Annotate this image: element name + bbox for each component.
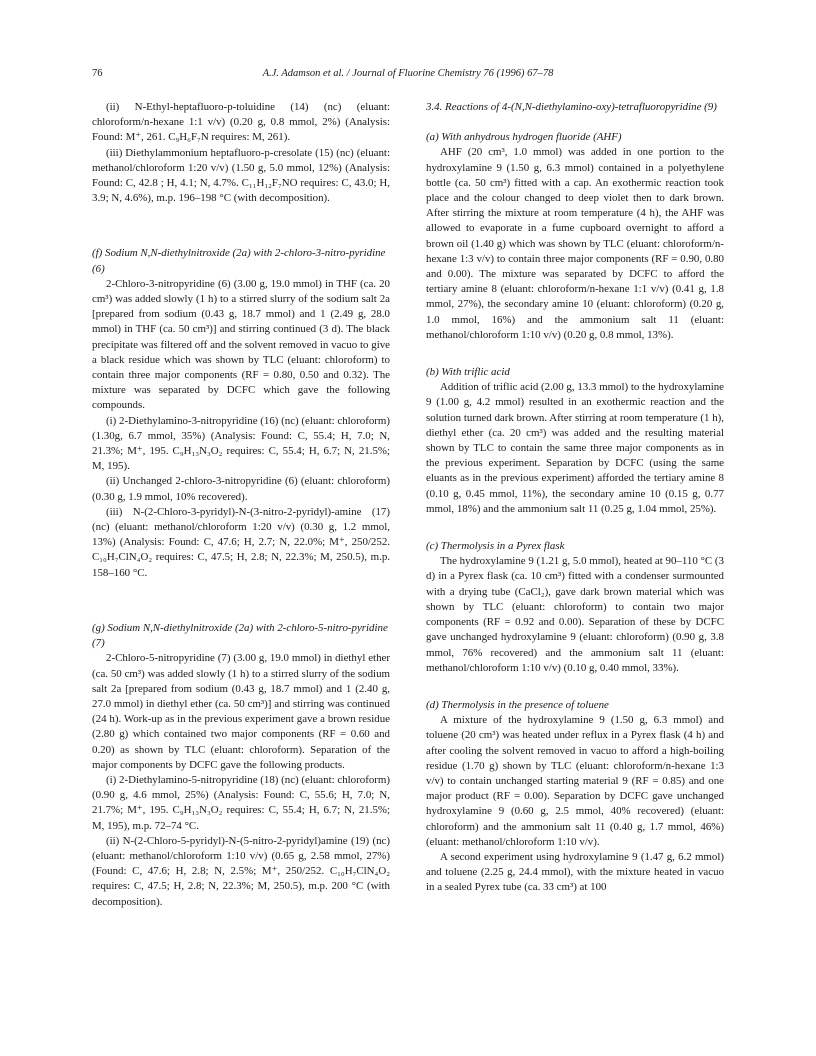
section-heading: (g) Sodium N,N-diethylnitroxide (2a) with 2-chloro-5-nitro-pyridine (7) <box>92 621 388 650</box>
page-number: 76 <box>92 68 103 79</box>
paragraph: Addition of triflic acid (2.00 g, 13.3 mmol) to the hydroxylamine 9 (1.00 g, 4.2 mmol) resulted in an exothermic reaction and the solution turned dark brown. After stirring at room temperature (1 h), diethyl ether (ca. 20 cm³) was added and the resulting material shown by TLC to contain the same three major components as in the previous experiment. Separation by DCFC (using the same eluants as in the previous experiment) afforded the tertiary amine 8 (0.10 g, 0.45 mmol, 11%), the secondary amine 10 (0.15 g, 0.77 mmol, 18%) and the ammonium salt 11 (0.25 g, 1.04 mmol, 25%). <box>426 381 725 515</box>
paragraph: (iii) N-(2-Chloro-3-pyridyl)-N-(3-nitro-2-pyridyl)-amine (17) (nc) (eluant: methanol/chloroform 1:20 v/v) (0.30 g, 1.2 mmol, 13%) (Analysis: Found: C, 47.6; H, 2.7; N, 22.0%; M⁺, 250/252. C₁₀H₇ClN₄O₂ requires: C, 47.5; H, 2.8; N, 22.3%; M, 250.5), m.p. 158–160 °C. <box>92 505 390 579</box>
paragraph: (ii) N-Ethyl-heptafluoro-p-toluidine (14) (nc) (eluant: chloroform/n-hexane 1:1 v/v) (0.20 g, 0.8 mmol, 2%) (Analysis: Found: M⁺, 261. C₉H₆F₇N requires: M, 261). <box>92 101 390 144</box>
subsection-heading: (b) With triflic acid <box>426 366 510 379</box>
paragraph: A second experiment using hydroxylamine 9 (1.47 g, 6.2 mmol) and toluene (2.25 g, 24.4 mmol), with the mixture heated in vacuo in a sealed Pyrex tube (ca. 33 cm³) at 100 <box>426 850 724 894</box>
left-column <box>92 100 390 910</box>
paragraph: 2-Chloro-3-nitropyridine (6) (3.00 g, 19.0 mmol) in THF (ca. 20 cm³) was added slowly (1 h) to a stirred slurry of the sodium salt 2a [prepared from sodium (0.43 g, 18.7 mmol) and 1 (2.49 g, 28.0 mmol) in THF (ca. 50 cm³)] and stirring continued (3 d). The black precipitate was filtered off and the solvent removed in vacuo to give a black residue which was shown by TLC (eluant: chloroform) to contain three major components (RF = 0.80, 0.50 and 0.32). The mixture was separated by DCFC which gave the following compounds. <box>92 277 390 412</box>
paragraph: (iii) Diethylammonium heptafluoro-p-cresolate (15) (nc) (eluant: methanol/chloroform 1:20 v/v) (1.50 g, 5.0 mmol, 12%) (Analysis: Found: C, 42.8 ; H, 4.1; N, 4.7%. C₁₁H₁₂F₇NO requires: C, 43.0; H, 3.9; N, 4.6%), m.p. 196–198 °C (with decomposition). <box>92 146 390 205</box>
section-heading: (f) Sodium N,N-diethylnitroxide (2a) with 2-chloro-3-nitro-pyridine (6) <box>92 247 386 275</box>
page-header <box>92 68 724 84</box>
paragraph: (ii) N-(2-Chloro-5-pyridyl)-N-(5-nitro-2-pyridyl)amine (19) (nc) (eluant: methanol/chloroform 1:10 v/v) (0.65 g, 2.58 mmol, 27%) (Found: C, 47.6; H, 2.8; N, 2.5%; M⁺, 250/252. C₁₀H₇ClN₄O₂ requires: C, 47.5; H, 2.8; N, 22.3%; M, 250.5), m.p. 200 °C (with decomposition). <box>92 834 390 908</box>
paragraph: A mixture of the hydroxylamine 9 (1.50 g, 6.3 mmol) and toluene (20 cm³) was heated under reflux in a Pyrex flask (4 h) and after cooling the solvent removed in vacuo to afford a high-boiling residue (1.70 g) shown by TLC (eluant: chloroform/n-hexane 1:3 v/v) to contain unchanged starting material 9 (RF = 0.85) and one major product (RF = 0.00). Separation by DCFC gave unchanged hydroxylamine 9 (0.60 g, 2.5 mmol, 40% recovered) (eluant: chloroform) and the ammonium salt 11 (0.40 g, 1.7 mmol, 46%) (eluant: methanol/chloroform 1:10 v/v). <box>426 714 724 848</box>
subsection-heading: (a) With anhydrous hydrogen fluoride (AHF) <box>426 131 622 144</box>
running-head: A.J. Adamson et al. / Journal of Fluorine Chemistry 76 (1996) 67–78 <box>262 68 554 79</box>
paragraph: AHF (20 cm³, 1.0 mmol) was added in one portion to the hydroxylamine 9 (1.50 g, 6.3 mmol) contained in a polyethylene bottle (ca. 50 cm³) fitted with a cap. An exothermic reaction took place and the colour changed to deep violet then to dark brown. After stirring the mixture at room temperature (4 h), the AHF was allowed to evaporate in a fume cupboard overnight to afford a brown oil (1.40 g) which was shown by TLC (eluant: chloroform/n-hexane 1:3 v/v) to contain three major components (RF = 0.90, 0.80 and 0.00). The mixture was separated by DCFC to afford the tertiary amine 8 (eluant: chloroform/n-hexane 1:1 v/v) (0.41 g, 1.8 mmol, 27%), the secondary amine 10 (eluant: chloroform) (0.20 g, 1.0 mmol, 16%) and the ammonium salt 11 (eluant: methanol/chloroform 1:10 v/v) (0.20 g, 0.8 mmol, 13%). <box>426 146 724 341</box>
subsection-heading: (c) Thermolysis in a Pyrex flask <box>426 540 565 553</box>
paragraph: 2-Chloro-5-nitropyridine (7) (3.00 g, 19.0 mmol) in diethyl ether (ca. 50 cm³) was added slowly (1 h) to a stirred slurry of the sodium salt 2a [prepared from sodium (0.43 g, 18.7 mmol) and 1 (2.40 g, 27.0 mmol) in diethyl ether (ca. 50 cm³)] and stirring was continued (24 h). Work-up as in the previous experiment gave a brown residue (2.80 g) which contained two major components (RF = 0.60 and 0.20) as shown by TLC (eluant: chloroform). Separation of the major components by DCFC gave the following products. <box>92 652 390 771</box>
paragraph: (i) 2-Diethylamino-5-nitropyridine (18) (nc) (eluant: chloroform) (0.90 g, 4.6 mmol, 25%) (Analysis: Found: C, 55.6; H, 7.0; N, 21.7%; M⁺, 195. C₉H₁₃N₃O₂ requires: C, 55.4; H, 6.7; N, 21.5%; M, 195), m.p. 72–74 °C. <box>92 773 390 832</box>
paragraph: (ii) Unchanged 2-chloro-3-nitropyridine (6) (eluant: chloroform) (0.30 g, 1.9 mmol, 10% recovered). <box>92 475 390 503</box>
section-heading: 3.4. Reactions of 4-(N,N-diethylamino-oxy)-tetrafluoropyridine (9) <box>426 101 717 113</box>
right-column <box>426 100 724 896</box>
paragraph: The hydroxylamine 9 (1.21 g, 5.0 mmol), heated at 90–110 °C (3 d) in a Pyrex flask (ca. 10 cm³) fitted with a condenser surmounted with a drying tube (CaCl₂), gave dark brown material which was shown by TLC (eluant: chloroform) to contain two major components (RF = 0.92 and 0.00). Separation of these by DCFC gave unchanged hydroxylamine 9 (eluant: chloroform) (0.90 g, 3.8 mmol, 76% recovered) and the ammonium salt 11 (eluant: methanol/chloroform 1:10 v/v) (0.10 g, 0.40 mmol, 33%). <box>426 555 724 674</box>
subsection-heading: (d) Thermolysis in the presence of toluene <box>426 698 609 711</box>
paragraph: (i) 2-Diethylamino-3-nitropyridine (16) (nc) (eluant: chloroform) (1.30g, 6.7 mmol, 35%) (Analysis: Found: C, 55.4; H, 7.0; N, 21.3%; M⁺, 195. C₉H₁₃N₃O₂ requires: C, 55.4; H, 6.7; N, 21.5%; M, 195). <box>92 414 390 473</box>
